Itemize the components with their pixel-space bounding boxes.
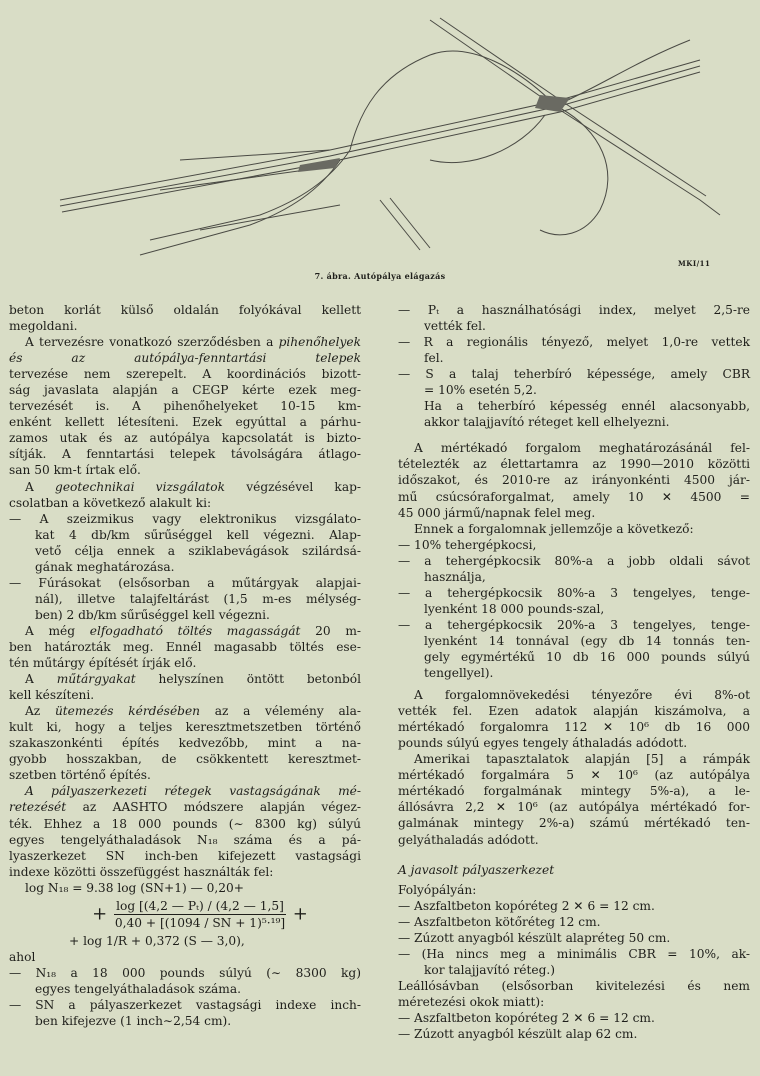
formula-numerator: log [(4,2 — Pₜ) / (4,2 — 1,5]: [114, 898, 286, 915]
text-line: kult ki, hogy a teljes keresztmetszetben történő: [9, 720, 361, 735]
text-line: nál), illetve talajfeltárást (1,5 m-es mélység-: [35, 591, 361, 606]
text-line: tervezése nem szerepelt. A koordinációs bizott-: [9, 367, 361, 382]
formula-line-3: + log 1/R + 0,372 (S — 3,0),: [69, 933, 245, 948]
text-line: szakaszonkénti építés kedvezőbb, mint a na-: [9, 736, 361, 751]
figure-motorway-junction: [0, 0, 760, 290]
text-line: egyes tengelyáthaladások N₁₈ száma és a pá-: [9, 832, 361, 847]
text-line: vették fel.: [424, 319, 486, 334]
text-line: mértékadó forgalmának mintegy 5%-a), a le-: [398, 784, 750, 799]
text-line: A mértékadó forgalom meghatározásánál fel-: [414, 441, 750, 456]
text-line: A geotechnikai vizsgálatok végzésével kap-: [25, 479, 361, 494]
text-line: pounds súlyú egyes tengely áthaladás adódott.: [398, 736, 688, 751]
text-line: A műtárgyakat helyszínen öntött betonból: [25, 672, 362, 687]
text-line: 45 000 jármű/napnak felel meg.: [398, 505, 596, 520]
text-line: — Aszfaltbeton kopóréteg 2 ✕ 6 = 12 cm.: [398, 898, 655, 913]
text-line: zamos utak és az autópálya kapcsolatát is bizto-: [9, 431, 361, 446]
text-line: A forgalomnövekedési tényezőre évi 8%-ot: [414, 688, 750, 703]
text-line: gyobb hosszakban, de csökkentett keresztmet-: [9, 752, 361, 767]
text-line: használja,: [424, 569, 486, 584]
figure-caption: 7. ábra. Autópálya elágazás: [314, 271, 446, 281]
text-line: A tervezésre vonatkozó szerződésben a pihenőhelyek és az autópálya-fenntartási telepek: [9, 335, 361, 366]
text-line: — Aszfaltbeton kötőréteg 12 cm.: [398, 914, 601, 929]
formula-fraction: + $\frac{\text{log [(4,2 — Pₜ) / (4,2 — 1,5]}}{\text{0,40 + [(1094 / SN + 1)⁵·¹⁹]}}$ +: [92, 898, 308, 930]
text-line: — Zúzott anyagból készült alapréteg 50 cm.: [398, 930, 671, 945]
text-line: enként kellett létesíteni. Ezek egyúttal a párhu-: [9, 415, 361, 430]
text-line: vető célja ennek a sziklabevágások szilárdsá-: [35, 543, 361, 558]
left-column: [9, 302, 361, 1029]
junction-drawing: [0, 0, 760, 290]
text-line: — (Ha nincs meg a minimális CBR = 10%, ak-: [398, 946, 750, 961]
text-line: indexe közötti összefüggést használták fel:: [9, 864, 274, 879]
text-line: — SN a pályaszerkezet vastagsági indexe inch-: [9, 998, 361, 1013]
text-line: = 10% esetén 5,2.: [424, 383, 537, 398]
text-line: retezését az AASHTO módszere alapján végez-: [9, 800, 361, 815]
text-line: san 50 km-t írtak elő.: [9, 463, 141, 478]
text-line: mű csúcsóraforgalmat, amely 10 ✕ 4500 =: [398, 489, 750, 504]
text-line: — 10% tehergépkocsi,: [398, 537, 537, 552]
text-line: mértékadó forgalomra 112 ✕ 10⁶ db 16 000: [398, 720, 750, 735]
text-line: Ennek a forgalomnak jellemzője a következő:: [414, 521, 694, 536]
text-line: gely egymértékű 10 db 16 000 pounds súlyú: [424, 649, 750, 664]
text-line: — A szeizmikus vagy elektronikus vizsgálato-: [9, 511, 361, 526]
text-line: ben határozták meg. Ennél magasabb töltés ese-: [9, 639, 361, 654]
formula-denominator: 0,40 + [(1094 / SN + 1)⁵·¹⁹]: [114, 915, 286, 930]
text-line: Folyópályán:: [398, 882, 477, 897]
text-line: gelyáthaladás adódott.: [398, 832, 539, 847]
text-line: vették fel. Ezen adatok alapján kiszámolva, a: [398, 704, 750, 719]
figure-stamp: MKI/11: [678, 259, 711, 268]
text-line: — Fúrásokat (elsősorban a műtárgyak alapjai-: [9, 575, 361, 590]
text-line: Amerikai tapasztalatok alapján [5] a rámpák: [414, 752, 750, 767]
text-line: egyes tengelyáthaladások száma.: [35, 981, 241, 996]
text-line: ték. Ehhez a 18 000 pounds (∼ 8300 kg) súlyú: [9, 816, 361, 831]
text-line: tengellyel).: [424, 666, 494, 681]
text-line: tételezték az élettartamra az 1990—2010 közötti: [398, 457, 750, 472]
text-line: csolatban a következő alakult ki:: [9, 495, 212, 510]
text-line: Ha a teherbíró képesség ennél alacsonyabb,: [424, 399, 750, 414]
text-line: mértékadó forgalmára 5 ✕ 10⁶ (az autópálya: [398, 768, 750, 783]
text-line: Az ütemezés kérdésében az a vélemény ala-: [25, 704, 362, 719]
text-line: Leállósávban (elsősorban kivitelezési és nem: [398, 978, 750, 993]
text-line: akkor talajjavító réteget kell elhelyezni.: [424, 415, 670, 430]
text-line: — Pₜ a használhatósági index, melyet 2,5-re: [398, 303, 750, 317]
text-line: beton korlát külső oldalán folyókával kellett: [9, 303, 361, 317]
text-line: kell készíteni.: [9, 688, 95, 703]
text-line: ben kifejezve (1 inch∼2,54 cm).: [35, 1014, 232, 1029]
text-line: időszakot, és 2010-re az irányonkénti 4500 jár-: [398, 473, 750, 488]
formula-line-1: log N₁₈ = 9.38 log (SN+1) — 0,20+: [25, 880, 245, 895]
text-line: — N₁₈ a 18 000 pounds súlyú (∼ 8300 kg): [9, 965, 361, 980]
text-line: sítják. A fenntartási telepek távolságára átlago-: [9, 447, 361, 462]
right-column: [398, 302, 750, 1042]
text-line: lyaszerkezet SN inch-ben kifejezett vastagsági: [9, 848, 361, 863]
text-line: megoldani.: [9, 319, 78, 334]
text-line: A még elfogadható töltés magasságát 20 m-: [25, 623, 361, 638]
text-line: — R a regionális tényező, melyet 1,0-re vettek: [398, 335, 750, 350]
text-line: tervezését is. A pihenőhelyeket 10-15 km-: [9, 399, 361, 414]
text-line: galmának mintegy 2%-a) számú mértékadó ten-: [398, 816, 750, 831]
text-line: kor talajjavító réteg.): [424, 962, 556, 977]
text-line: lyenként 14 tonnával (egy db 14 tonnás ten-: [424, 633, 750, 648]
text-line: — S a talaj teherbíró képessége, amely CBR: [398, 367, 750, 382]
section-heading: A javasolt pályaszerkezet: [398, 862, 555, 877]
text-line: ahol: [9, 949, 36, 964]
text-line: A pályaszerkezeti rétegek vastagságának mé-: [25, 784, 361, 799]
text-line: méretezési okok miatt):: [398, 994, 545, 1009]
text-line: állósávra 2,2 ✕ 10⁶ (az autópálya mértékadó for-: [398, 800, 750, 815]
text-line: ság javaslata alapján a CEGP kérte ezek meg-: [9, 383, 361, 398]
text-line: ben) 2 db/km sűrűséggel kell végezni.: [35, 607, 270, 622]
text-line: tén műtárgy építését írják elő.: [9, 656, 197, 671]
text-line: gának meghatározása.: [35, 559, 175, 574]
text-line: fel.: [424, 351, 444, 366]
text-line: kat 4 db/km sűrűséggel kell végezni. Alap-: [35, 527, 361, 542]
text-line: lyenként 18 000 pounds-szal,: [424, 601, 605, 616]
text-line: — Aszfaltbeton kopóréteg 2 ✕ 6 = 12 cm.: [398, 1010, 655, 1025]
text-line: — a tehergépkocsik 80%-a 3 tengelyes, tenge-: [398, 585, 750, 600]
text-line: — a tehergépkocsik 80%-a a jobb oldali sávot: [398, 553, 750, 568]
text-line: szetben történő építés.: [9, 768, 151, 783]
text-line: — a tehergépkocsik 20%-a 3 tengelyes, tenge-: [398, 617, 750, 632]
text-line: — Zúzott anyagból készült alap 62 cm.: [398, 1027, 638, 1042]
